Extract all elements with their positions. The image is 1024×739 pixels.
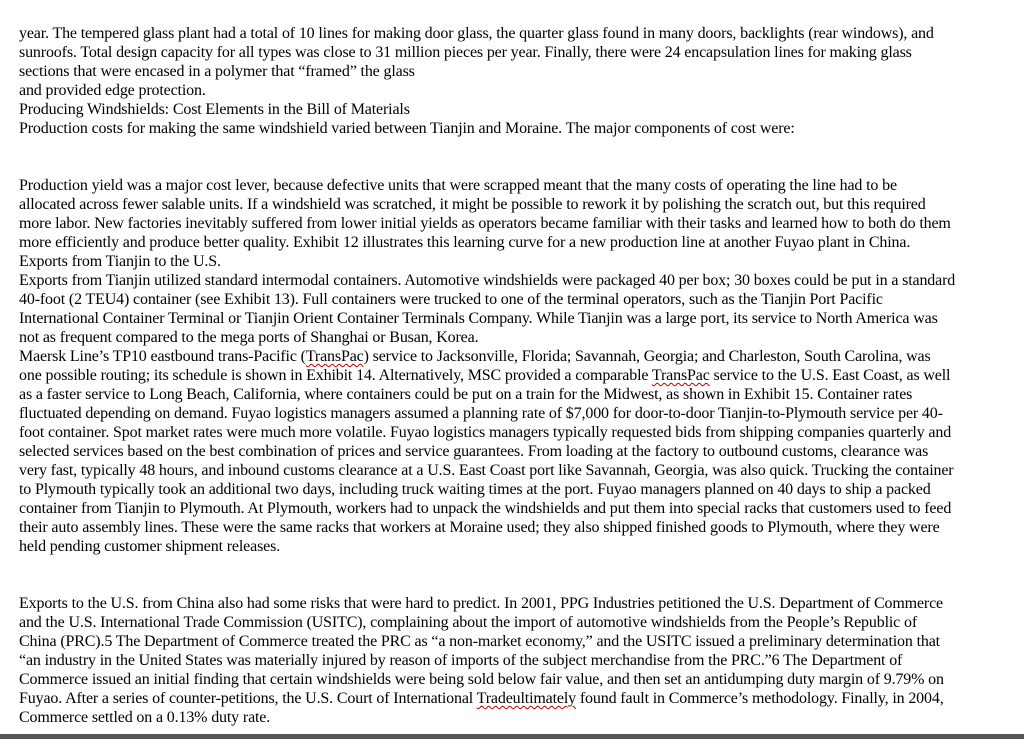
spellcheck-word[interactable]: Tradeultimately — [476, 690, 577, 707]
text-line: year. The tempered glass plant had a total of 10 lines for making door glass, the quarter glass found in many doors, backlights (rear windows), and — [19, 25, 934, 42]
text-line: Commerce issued an initial finding that certain windshields were being sold below fair value, and then set an antidumping duty margin of 9.79% on — [19, 671, 944, 688]
document-body — [19, 24, 1015, 727]
text-segment: found fault in Commerce’s methodology. Finally, in 2004, — [576, 690, 944, 707]
text-line: more labor. New factories inevitably suffered from lower initial yields as operators became familiar with their tasks and learned how to both do them — [19, 215, 951, 232]
text-line: not as frequent compared to the mega ports of Shanghai or Busan, Korea. — [19, 329, 479, 346]
text-line: Production costs for making the same windshield varied between Tianjin and Moraine. The major components of cost were: — [19, 120, 795, 137]
text-line — [19, 366, 1015, 385]
text-line: allocated across fewer salable units. If a windshield was scratched, it might be possible to rework it by polishing the scratch out, but this required — [19, 196, 926, 213]
text-segment: Maersk Line’s TP10 eastbound trans-Pacific ( — [19, 348, 306, 365]
text-line: Exports to the U.S. from China also had some risks that were hard to predict. In 2001, PPG Industries petitioned the U.S. Department of Commerce — [19, 595, 944, 612]
text-line: container from Tianjin to Plymouth. At Plymouth, workers had to unpack the windshields and put them into special racks that customers used to feed — [19, 500, 952, 517]
section-heading: Exports from Tianjin to the U.S. — [19, 253, 221, 270]
text-segment: ) service to Jacksonville, Florida; Savannah, Georgia; and Charleston, South Carolina, was — [363, 348, 931, 365]
text-line: foot container. Spot market rates were much more volatile. Fuyao logistics managers typically requested bids from shipping companies quarterly and — [19, 424, 952, 441]
text-line: sections that were encased in a polymer that “framed” the glass — [19, 63, 415, 80]
text-line: selected services based on the best combination of prices and service guarantees. From loading at the factory to outbound customs, clearance was — [19, 443, 929, 460]
text-line: fluctuated depending on demand. Fuyao logistics managers assumed a planning rate of $7,000 for door-to-door Tianjin-to-Plymouth service per 40- — [19, 405, 943, 422]
text-line: more efficiently and produce better quality. Exhibit 12 illustrates this learning curve for a new production line at another Fuyao plant in China. — [19, 234, 911, 251]
text-line: Commerce settled on a 0.13% duty rate. — [19, 709, 271, 726]
spellcheck-word[interactable]: TransPac — [651, 367, 710, 384]
text-line: very fast, typically 48 hours, and inbound customs clearance at a U.S. East Coast port like Savannah, Georgia, was also quick. Trucking the container — [19, 462, 954, 479]
text-line: and the U.S. International Trade Commission (USITC), complaining about the import of automotive windshields from the People’s Republic of — [19, 614, 917, 631]
text-line: “an industry in the United States was materially injured by reason of imports of the subject merchandise from the PRC.”6 The Department of — [19, 652, 903, 669]
text-line: Exports from Tianjin utilized standard intermodal containers. Automotive windshields were packaged 40 per box; 30 boxes could be put in a standard — [19, 272, 956, 289]
text-line: their auto assembly lines. These were the same racks that workers at Moraine used; they also shipped finished goods to Plymouth, where they were — [19, 519, 940, 536]
section-heading: Producing Windshields: Cost Elements in the Bill of Materials — [19, 101, 410, 118]
text-line: China (PRC).5 The Department of Commerce treated the PRC as “a non-market economy,” and the USITC issued a preliminary determination that — [19, 633, 940, 650]
text-line: Production yield was a major cost lever, because defective units that were scrapped meant that the many costs of operating the line had to be — [19, 177, 897, 194]
text-line: held pending customer shipment releases. — [19, 538, 281, 555]
text-line: and provided edge protection. — [19, 82, 206, 99]
text-line: sunroofs. Total design capacity for all types was close to 31 million pieces per year. Finally, there were 24 encapsulation lines for making glass — [19, 44, 912, 61]
bottom-scroll-edge — [0, 734, 1024, 739]
text-segment: service to the U.S. East Coast, as well — [709, 367, 951, 384]
blank-space — [19, 138, 1015, 176]
text-line: International Container Terminal or Tianjin Orient Container Terminals Company. While Tianjin was a large port, its service to North America was — [19, 310, 938, 327]
spellcheck-word[interactable]: TransPac — [305, 348, 364, 365]
text-line: to Plymouth typically took an additional two days, including truck waiting times at the port. Fuyao managers planned on 40 days to ship a packed — [19, 481, 931, 498]
text-segment: one possible routing; its schedule is shown in Exhibit 14. Alternatively, MSC provided a comparable — [19, 367, 652, 384]
blank-space — [19, 556, 1015, 594]
text-line — [19, 689, 1015, 708]
text-segment: Fuyao. After a series of counter-petitions, the U.S. Court of International — [19, 690, 477, 707]
text-line: as a faster service to Long Beach, California, where containers could be put on a train for the Midwest, as shown in Exhibit 15. Container rates — [19, 386, 913, 403]
text-line: 40-foot (2 TEU4) container (see Exhibit 13). Full containers were trucked to one of the terminal operators, such as the Tianjin Port Pacific — [19, 291, 883, 308]
text-line — [19, 347, 1015, 366]
